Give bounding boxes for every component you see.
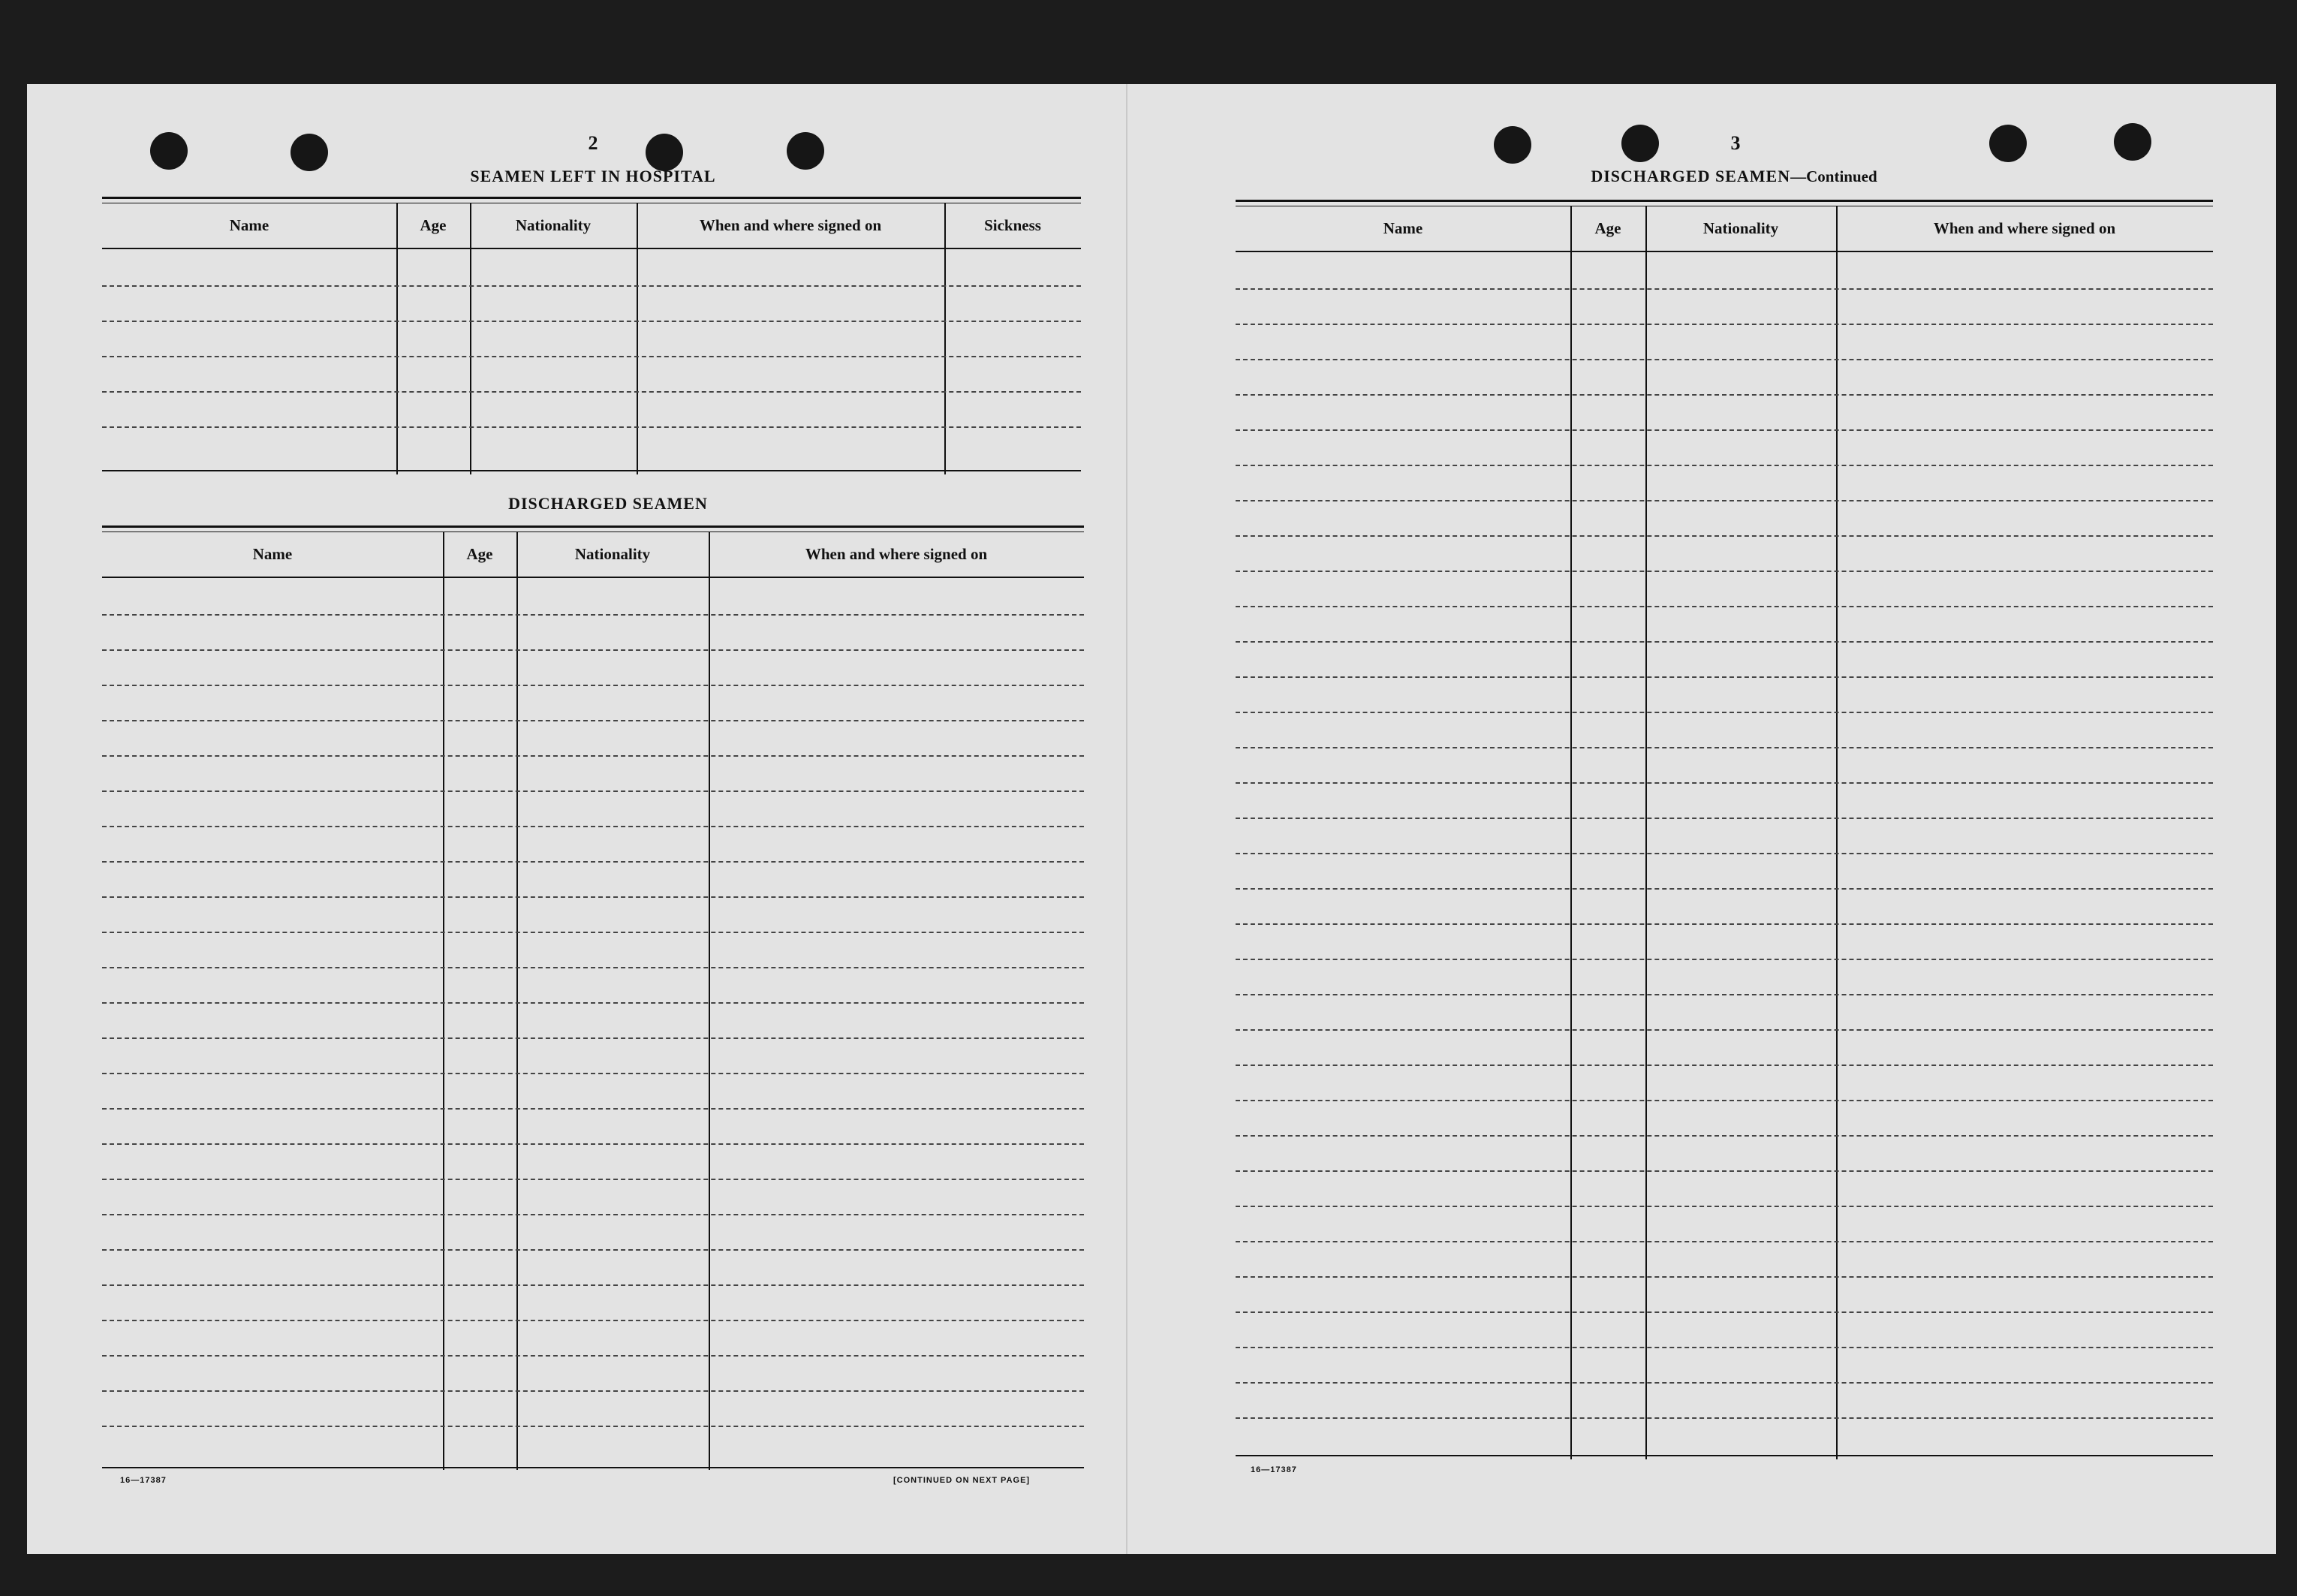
discharged-section-title: DISCHARGED SEAMEN [508, 494, 708, 513]
table-row [102, 1179, 1084, 1180]
table-row [102, 391, 1081, 393]
table-row [102, 1320, 1084, 1321]
table-row [1236, 959, 2213, 960]
discharged-continued-title [1531, 167, 1937, 186]
page-number-right: 3 [1730, 132, 1741, 154]
table-row [1236, 606, 2213, 607]
column-header-name: Name [1383, 219, 1423, 237]
discharged-continued-table-header [1236, 206, 2213, 252]
column-header-signed-on: When and where signed on [1933, 219, 2116, 237]
table-row [102, 1355, 1084, 1357]
table-row [1236, 676, 2213, 678]
table-row [1236, 1135, 2213, 1137]
table-row [1236, 1276, 2213, 1278]
table-row [102, 790, 1084, 792]
table-row [1236, 888, 2213, 890]
punch-hole [646, 134, 683, 171]
table-row [102, 426, 1081, 428]
table-row [102, 1002, 1084, 1004]
table-row [102, 321, 1081, 322]
punch-hole [150, 132, 188, 170]
punch-hole [787, 132, 824, 170]
table-row [1236, 1382, 2213, 1384]
table-row [102, 1108, 1084, 1110]
table-row [102, 685, 1084, 686]
table-row [102, 1037, 1084, 1039]
table-row [102, 826, 1084, 827]
table-row [102, 1426, 1084, 1427]
table-row [102, 1390, 1084, 1392]
table-row [1236, 641, 2213, 643]
discharged-continued-table [1236, 200, 2213, 1458]
table-row [102, 649, 1084, 651]
table-row [1236, 1100, 2213, 1101]
table-row [1236, 782, 2213, 784]
form-number-right: 16—17387 [1251, 1465, 1297, 1474]
table-row [1236, 359, 2213, 360]
punch-hole [1621, 125, 1659, 162]
form-number-left: 16—17387 [120, 1476, 167, 1485]
column-header-age: Age [420, 216, 447, 234]
table-row [102, 1073, 1084, 1074]
table-row [102, 614, 1084, 616]
column-header-signed-on: When and where signed on [699, 216, 882, 234]
discharged-table-header [102, 531, 1084, 578]
table-row [1236, 747, 2213, 748]
column-header-name: Name [252, 545, 293, 563]
table-row [1236, 429, 2213, 431]
table-row [1236, 712, 2213, 713]
continued-note: [CONTINUED ON NEXT PAGE] [893, 1476, 1031, 1485]
column-header-nationality: Nationality [515, 216, 592, 234]
table-row [102, 1249, 1084, 1251]
page-fold [1126, 84, 1127, 1554]
table-row [1236, 1311, 2213, 1313]
punch-hole [291, 134, 328, 171]
table-row [1236, 1029, 2213, 1031]
column-header-nationality: Nationality [574, 545, 651, 563]
discharged-continued-title-main: DISCHARGED SEAMEN [1591, 167, 1791, 185]
discharged-continued-title-suffix: —Continued [1790, 167, 1877, 185]
table-row [1236, 288, 2213, 290]
table-row [1236, 1347, 2213, 1348]
table-row [1236, 535, 2213, 537]
table-row [102, 1284, 1084, 1286]
table-row [102, 1214, 1084, 1215]
punch-hole [1494, 126, 1531, 164]
table-row [1236, 853, 2213, 854]
table-row [1236, 1206, 2213, 1207]
table-row [102, 1143, 1084, 1145]
table-row [1236, 500, 2213, 501]
table-row [102, 356, 1081, 357]
hospital-table [102, 197, 1081, 473]
hospital-table-header [102, 203, 1081, 249]
table-row [1236, 923, 2213, 925]
discharged-table [102, 525, 1084, 1470]
table-row [1236, 1065, 2213, 1066]
column-header-sickness: Sickness [984, 216, 1041, 234]
column-header-signed-on: When and where signed on [805, 545, 988, 563]
table-row [102, 967, 1084, 968]
table-row [102, 285, 1081, 287]
table-row [1236, 818, 2213, 819]
punch-hole [2114, 123, 2151, 161]
table-row [1236, 465, 2213, 466]
column-header-age: Age [1594, 219, 1621, 237]
table-row [1236, 324, 2213, 325]
column-header-nationality: Nationality [1702, 219, 1779, 237]
table-row [102, 932, 1084, 933]
table-row [1236, 1417, 2213, 1419]
table-row [1236, 994, 2213, 995]
table-row [1236, 394, 2213, 396]
table-row [1236, 1241, 2213, 1242]
punch-hole [1989, 125, 2027, 162]
table-row [102, 861, 1084, 863]
page-number-left: 2 [588, 132, 598, 154]
table-row [1236, 1170, 2213, 1172]
table-row [1236, 571, 2213, 572]
table-row [102, 755, 1084, 757]
column-header-age: Age [466, 545, 493, 563]
table-row [102, 720, 1084, 721]
table-row [102, 896, 1084, 898]
column-header-name: Name [229, 216, 269, 234]
hospital-section-title: SEAMEN LEFT IN HOSPITAL [470, 167, 716, 185]
